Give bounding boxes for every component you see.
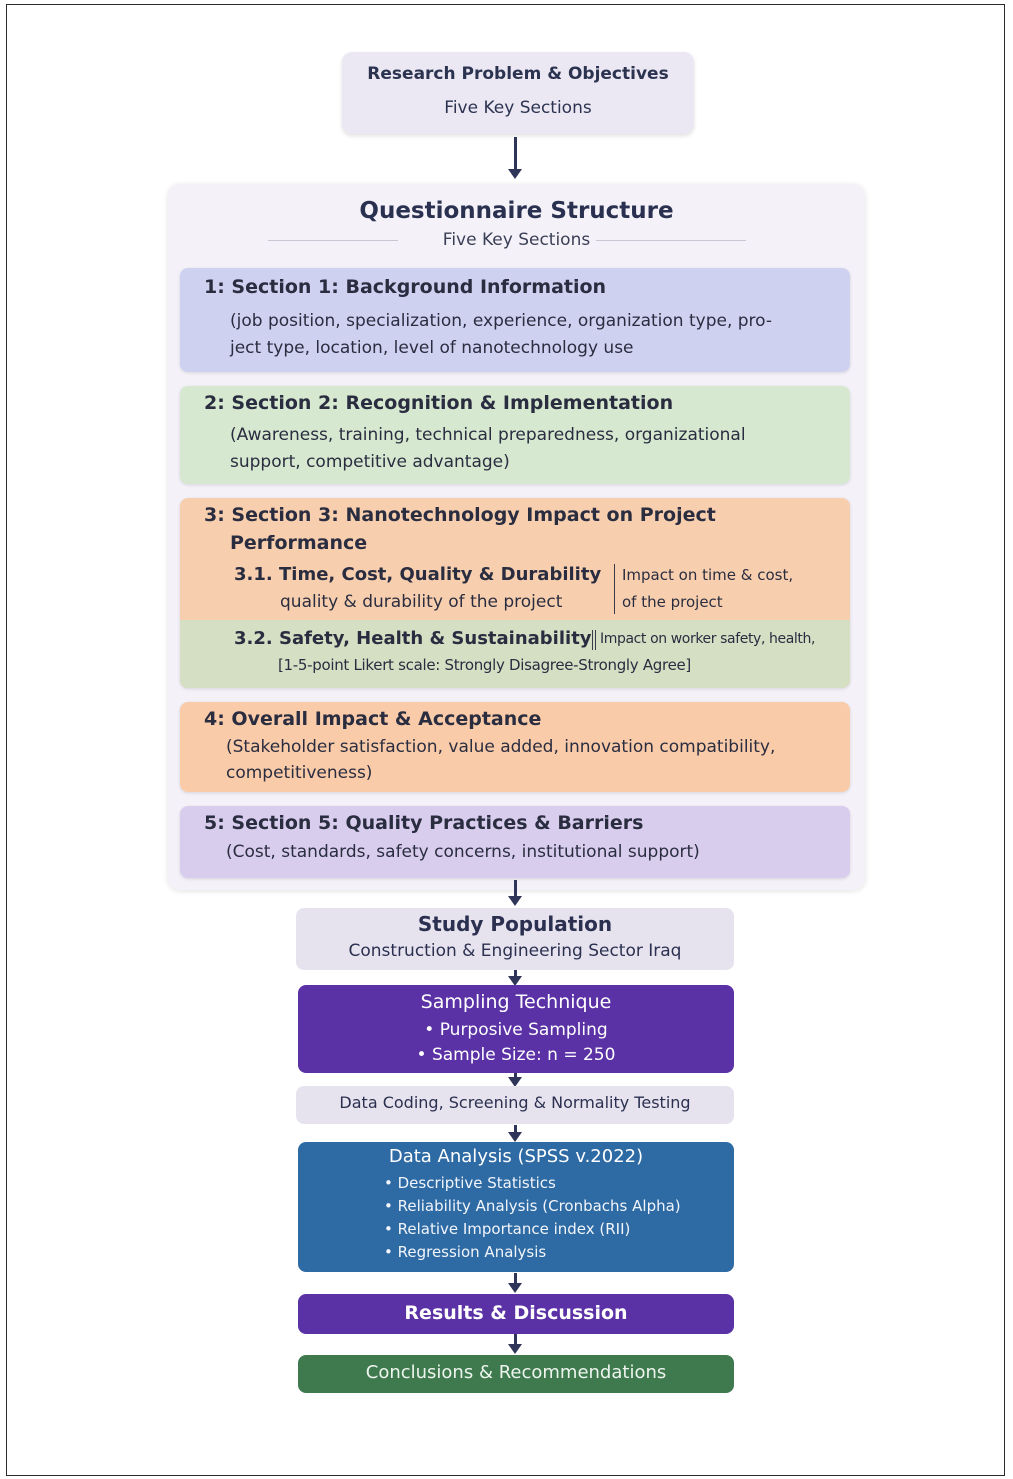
section-2-box [180,386,850,484]
likert-scale-note: [1-5-point Likert scale: Strongly Disagree-Strongly Agree] [278,656,691,674]
section-5-description [226,839,840,866]
section-5-line-1: (Cost, standards, safety concerns, institutional support) [226,842,700,862]
section-1-line-1: (job position, specialization, experience, organization type, pro- [230,311,773,331]
section-3-1-note-line-1: Impact on time & cost, [622,566,794,584]
sampling-bullet-2: • Sample Size: n = 250 [416,1045,616,1065]
sampling-technique-box [298,985,734,1073]
conclusions-box [298,1355,734,1393]
section-1-description [230,308,840,362]
research-problem-box [342,52,694,134]
section-2-heading: 2: Section 2: Recognition & Implementation [204,392,674,414]
section-4-line-2: competitiveness) [226,763,373,783]
section-5-heading: 5: Section 5: Quality Practices & Barriers [204,812,644,834]
section-3-heading: 3: Section 3: Nanotechnology Impact on Project [204,504,716,526]
list-item: • Regression Analysis [384,1243,547,1261]
section-1-box [180,268,850,372]
section-4-line-1: (Stakeholder satisfaction, value added, innovation compatibility, [226,737,776,757]
divider [592,630,593,650]
data-coding-title: Data Coding, Screening & Normality Testing [339,1093,691,1112]
section-2-line-2: support, competitive advantage) [230,452,510,472]
section-2-line-1: (Awareness, training, technical preparedness, organizational [230,425,746,445]
section-3-heading-line-2: Performance [230,532,368,554]
section-3-2-note: Impact on worker safety, health, [600,631,816,647]
sampling-bullet-1: • Purposive Sampling [424,1020,608,1040]
section-4-heading: 4: Overall Impact & Acceptance [204,708,542,730]
data-coding-box [296,1086,734,1124]
list-item: • Reliability Analysis (Cronbachs Alpha) [384,1197,681,1215]
research-problem-title: Research Problem & Objectives [367,64,669,84]
section-4-box [180,702,850,792]
research-problem-subtitle: Five Key Sections [444,98,592,118]
data-analysis-box [298,1142,734,1272]
conclusions-title: Conclusions & Recommendations [365,1362,667,1383]
section-1-line-2: ject type, location, level of nanotechnology use [230,338,634,358]
data-analysis-title: Data Analysis (SPSS v.2022) [388,1146,644,1167]
section-5-box [180,806,850,878]
section-3-box [180,498,850,688]
section-3-1-title-line-2: quality & durability of the project [280,592,563,612]
section-3-1-note-line-2: of the project [622,593,723,611]
study-population-title: Study Population [417,912,613,936]
sampling-technique-title: Sampling Technique [420,991,612,1013]
divider [595,630,596,650]
study-population-box [296,908,734,970]
analysis-list [384,1172,681,1264]
section-1-heading: 1: Section 1: Background Information [204,276,607,298]
section-3-2-title: 3.2. Safety, Health & Sustainability [234,628,592,649]
study-population-subtitle: Construction & Engineering Sector Iraq [348,941,682,961]
results-discussion-box [298,1294,734,1334]
list-item: • Descriptive Statistics [384,1174,556,1192]
questionnaire-subtitle: Five Key Sections [442,230,591,250]
questionnaire-title: Questionnaire Structure [359,198,674,224]
results-discussion-title: Results & Discussion [404,1302,628,1324]
divider [614,564,615,614]
section-2-description [230,422,840,476]
section-4-description [226,734,840,786]
section-3-1-title: 3.1. Time, Cost, Quality & Durability [234,564,602,585]
list-item: • Relative Importance index (RII) [384,1220,631,1238]
